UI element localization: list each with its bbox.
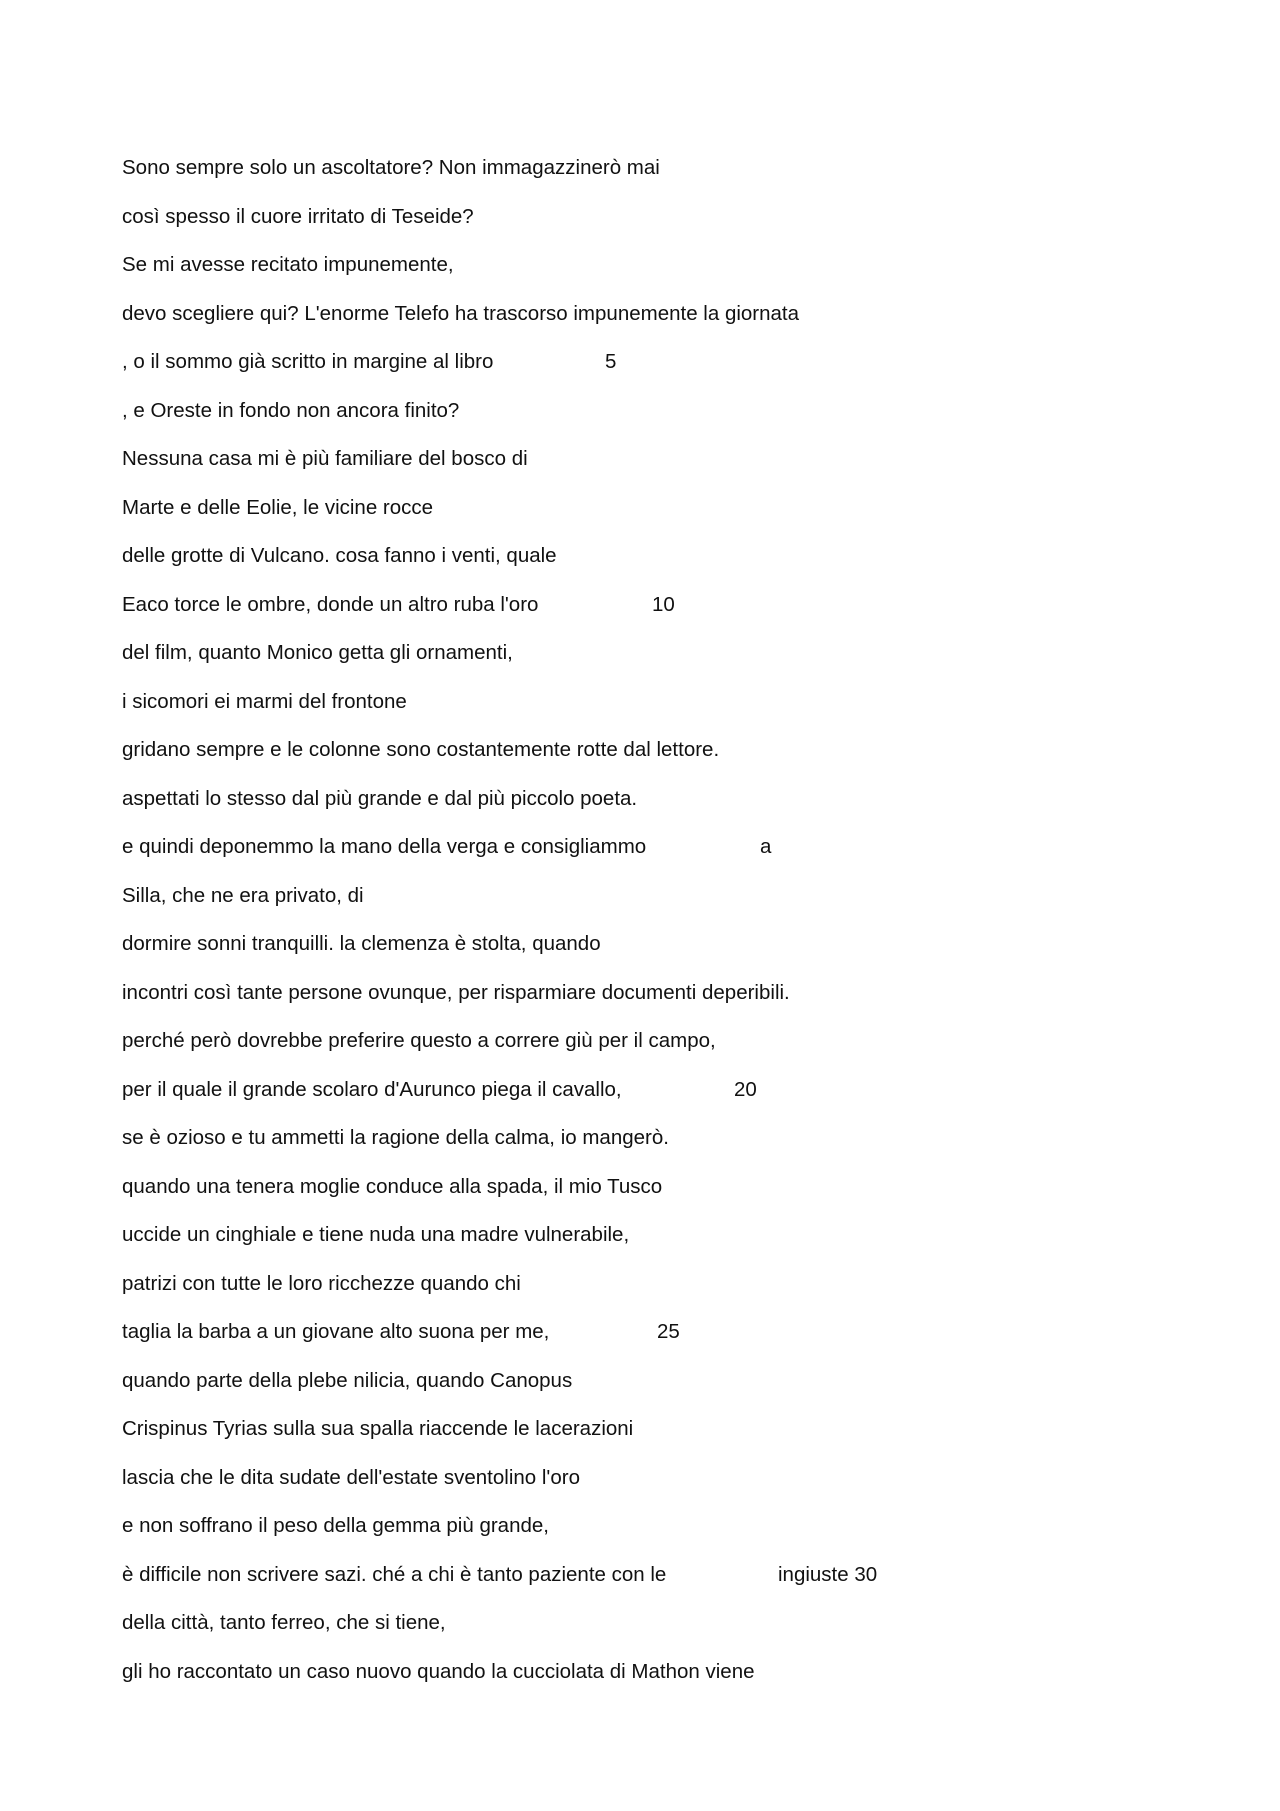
- line-text: Se mi avesse recitato impunemente,: [122, 253, 454, 276]
- poem-line: [122, 247, 1162, 296]
- poem-line: [122, 1460, 1162, 1509]
- poem-body: [122, 150, 1162, 1702]
- line-number: ingiuste 30: [778, 1562, 878, 1586]
- line-text: e quindi deponemmo la mano della verga e consigliammo: [122, 835, 647, 858]
- poem-line: [122, 1169, 1162, 1218]
- poem-line: [122, 587, 1162, 636]
- line-text: Sono sempre solo un ascoltatore? Non immagazzinerò mai: [122, 156, 660, 179]
- line-text: Nessuna casa mi è più familiare del bosco di: [122, 447, 528, 470]
- poem-line: [122, 344, 1162, 393]
- line-text: Marte e delle Eolie, le vicine rocce: [122, 495, 434, 519]
- line-text: patrizi con tutte le loro ricchezze quando chi: [122, 1271, 521, 1295]
- poem-line: [122, 1023, 1162, 1072]
- poem-line: [122, 1557, 1162, 1606]
- line-text: e non soffrano il peso della gemma più grande,: [122, 1514, 549, 1537]
- line-number: 10: [652, 592, 675, 616]
- poem-line: [122, 199, 1162, 248]
- poem-line: [122, 926, 1162, 975]
- line-text: , e Oreste in fondo non ancora finito?: [122, 398, 460, 422]
- line-text: della città, tanto ferreo, che si tiene,: [122, 1611, 446, 1634]
- line-text: gli ho raccontato un caso nuovo quando la cucciolata di Mathon viene: [122, 1659, 755, 1683]
- line-text: taglia la barba a un giovane alto suona per me,: [122, 1320, 550, 1343]
- line-number: 20: [734, 1077, 757, 1101]
- line-text: Silla, che ne era privato, di: [122, 883, 364, 907]
- poem-line: [122, 1266, 1162, 1315]
- poem-line: [122, 296, 1162, 345]
- poem-line: [122, 538, 1162, 587]
- poem-line: [122, 1654, 1162, 1703]
- poem-line: [122, 975, 1162, 1024]
- poem-line: [122, 732, 1162, 781]
- line-text: delle grotte di Vulcano. cosa fanno i venti, quale: [122, 544, 557, 567]
- poem-line: [122, 781, 1162, 830]
- line-number: 25: [657, 1320, 680, 1343]
- poem-line: [122, 1072, 1162, 1121]
- line-text: i sicomori ei marmi del frontone: [122, 689, 407, 713]
- poem-line: [122, 1508, 1162, 1557]
- line-text: se è ozioso e tu ammetti la ragione della calma, io mangerò.: [122, 1126, 669, 1149]
- poem-line: [122, 878, 1162, 927]
- line-text: del film, quanto Monico getta gli ornamenti,: [122, 641, 513, 664]
- line-text: così spesso il cuore irritato di Teseide?: [122, 204, 474, 228]
- line-text: Crispinus Tyrias sulla sua spalla riaccende le lacerazioni: [122, 1417, 634, 1440]
- line-number: a: [760, 835, 772, 858]
- line-text: lascia che le dita sudate dell'estate sventolino l'oro: [122, 1465, 580, 1489]
- line-text: , o il sommo già scritto in margine al libro: [122, 350, 494, 373]
- line-text: devo scegliere qui? L'enorme Telefo ha trascorso impunemente la giornata: [122, 301, 800, 325]
- line-text: perché però dovrebbe preferire questo a correre giù per il campo,: [122, 1029, 716, 1052]
- line-number: 5: [605, 350, 617, 373]
- line-text: gridano sempre e le colonne sono costantemente rotte dal lettore.: [122, 738, 720, 761]
- poem-line: [122, 1363, 1162, 1412]
- line-text: quando una tenera moglie conduce alla spada, il mio Tusco: [122, 1174, 663, 1198]
- poem-line: [122, 684, 1162, 733]
- poem-line: [122, 441, 1162, 490]
- line-text: Eaco torce le ombre, donde un altro ruba l'oro: [122, 592, 539, 616]
- line-text: incontri così tante persone ovunque, per risparmiare documenti deperibili.: [122, 980, 790, 1004]
- line-text: aspettati lo stesso dal più grande e dal più piccolo poeta.: [122, 786, 638, 810]
- poem-line: [122, 829, 1162, 878]
- poem-line: [122, 1605, 1162, 1654]
- poem-line: [122, 635, 1162, 684]
- line-text: quando parte della plebe nilicia, quando Canopus: [122, 1368, 573, 1392]
- poem-line: [122, 1411, 1162, 1460]
- poem-line: [122, 1217, 1162, 1266]
- poem-line: [122, 393, 1162, 442]
- poem-line: [122, 1314, 1162, 1363]
- poem-line: [122, 1120, 1162, 1169]
- line-text: uccide un cinghiale e tiene nuda una madre vulnerabile,: [122, 1223, 630, 1246]
- line-text: è difficile non scrivere sazi. ché a chi è tanto paziente con le: [122, 1562, 667, 1586]
- poem-line: [122, 150, 1162, 199]
- line-text: dormire sonni tranquilli. la clemenza è stolta, quando: [122, 932, 601, 955]
- line-text: per il quale il grande scolaro d'Aurunco piega il cavallo,: [122, 1077, 622, 1101]
- poem-line: [122, 490, 1162, 539]
